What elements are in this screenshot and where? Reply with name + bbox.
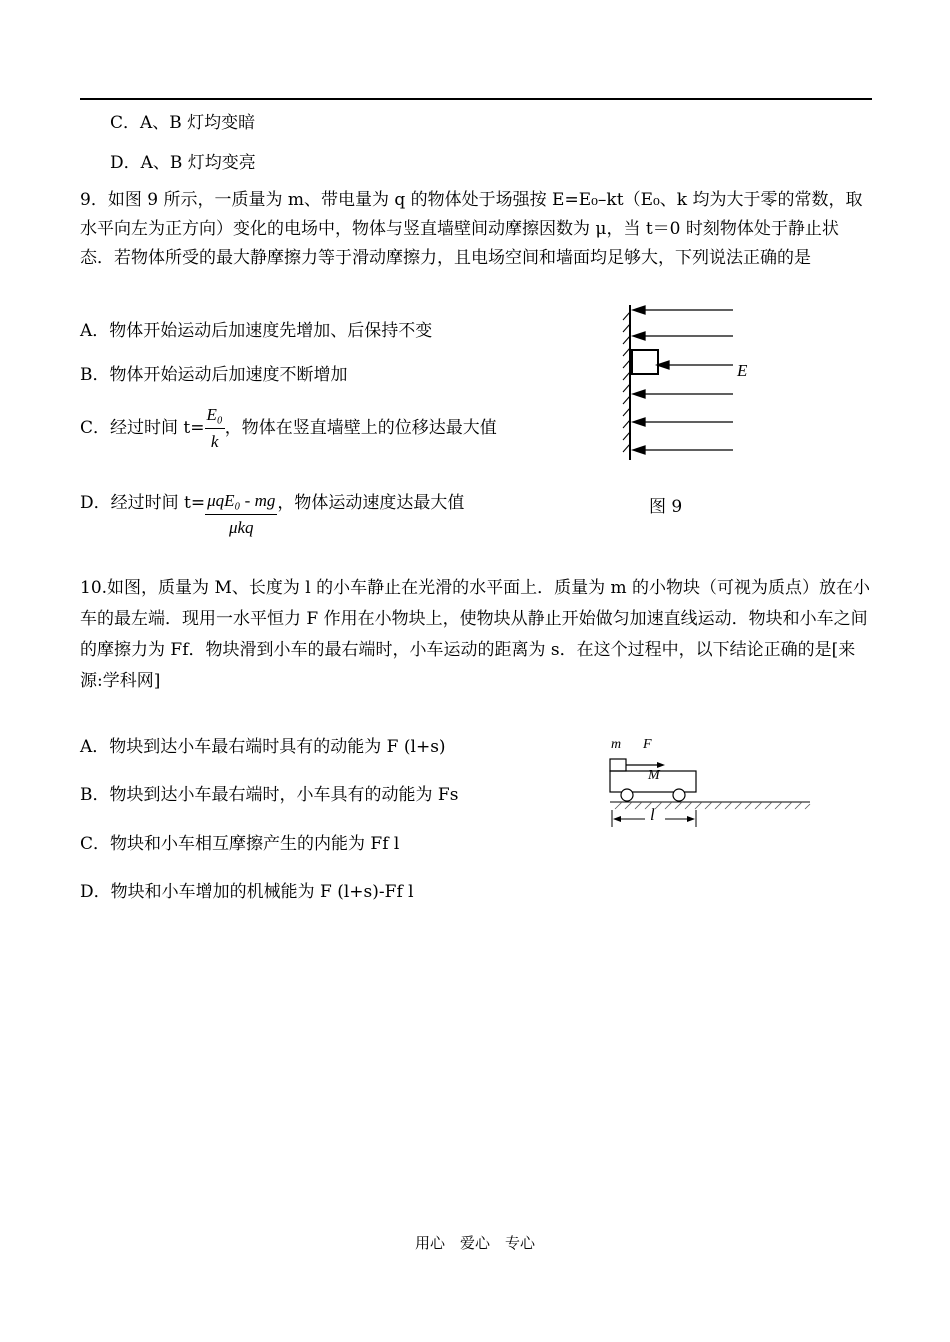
length-arrowhead-right: [687, 816, 695, 822]
cart-wheel-left: [621, 789, 633, 801]
q9-option-d-post: ，物体运动速度达最大值: [277, 493, 465, 513]
q9-option-d-fraction: [205, 488, 277, 541]
fig-label-big-m: M: [648, 768, 660, 783]
fig-label-l: l: [650, 805, 655, 824]
q9-figure-electric-field: [615, 300, 765, 465]
block-m: [610, 759, 626, 771]
q10-option-b: B．物块到达小车最右端时，小车具有的动能为 Fs: [80, 785, 459, 805]
prev-option-d: D．A、B 灯均变亮: [110, 153, 256, 173]
ground-hatching: [615, 802, 810, 809]
q9-option-c-denominator: k: [210, 432, 219, 451]
header-rule: [80, 98, 872, 100]
q9-option-c-post: ，物体在竖直墙壁上的位移达最大值: [224, 418, 497, 438]
charged-block: [632, 350, 658, 374]
q10-option-a: A．物块到达小车最右端时具有的动能为 F (l+s): [80, 737, 446, 757]
q9-option-d-pre: D．经过时间 t=: [80, 493, 206, 513]
page-footer: 用心 爱心 专心: [414, 1234, 535, 1252]
q10-figure-cart: [605, 735, 815, 830]
q10-stem: 10.如图，质量为 M、长度为 l 的小车静止在光滑的水平面上．质量为 m 的小物块（可视为质点）放在小车的最左端．现用一水平恒力 F 作用在小物块上，使物块从静止开始做匀加速直线运动．物块和小车之间的摩擦力为 Ff．物块滑到小车的最右端时，小车运动的距离为 s．在这个过程中，以下结论正确的是[来源:学科网]: [80, 578, 871, 691]
q9-option-c-numerator: E₀: [205, 402, 225, 429]
q9-option-c: [80, 402, 497, 455]
q9-option-c-pre: C．经过时间 t=: [80, 418, 205, 438]
q9-option-a: A．物体开始运动后加速度先增加、后保持不变: [80, 321, 433, 341]
q10-option-d: D．物块和小车增加的机械能为 F (l+s)-Ff l: [80, 882, 414, 902]
cart-wheel-right: [673, 789, 685, 801]
prev-option-c: C．A、B 灯均变暗: [110, 113, 256, 133]
q9-option-b: B．物体开始运动后加速度不断增加: [80, 365, 348, 385]
figure-9-caption: 图 9: [649, 497, 683, 517]
wall-hatching: [623, 312, 630, 452]
q9-option-d-denominator: μkq: [228, 518, 254, 537]
q10-option-c: C．物块和小车相互摩擦产生的内能为 Ff l: [80, 834, 400, 854]
fig-label-f: F: [643, 737, 652, 752]
length-arrowhead-left: [613, 816, 621, 822]
field-lines: [633, 306, 733, 454]
q9-option-d: [80, 488, 464, 541]
q9-option-d-numerator: μqE₀ - mg: [205, 488, 277, 515]
q9-stem: 9．如图 9 所示，一质量为 m、带电量为 q 的物体处于场强按 E=E₀–kt（E₀、k 均为大于零的常数，取水平向左为正方向）变化的电场中，物体与竖直墙壁间动摩擦因数为 μ，当 t＝0 时刻物体处于静止状态．若物体所受的最大静摩擦力等于滑动摩擦力，且电场空间和墙面均足够大，下列说法正确的是: [80, 190, 863, 268]
fig-label-m: m: [611, 737, 622, 752]
field-label-e: E: [737, 361, 748, 380]
q9-option-c-fraction: [205, 402, 225, 455]
